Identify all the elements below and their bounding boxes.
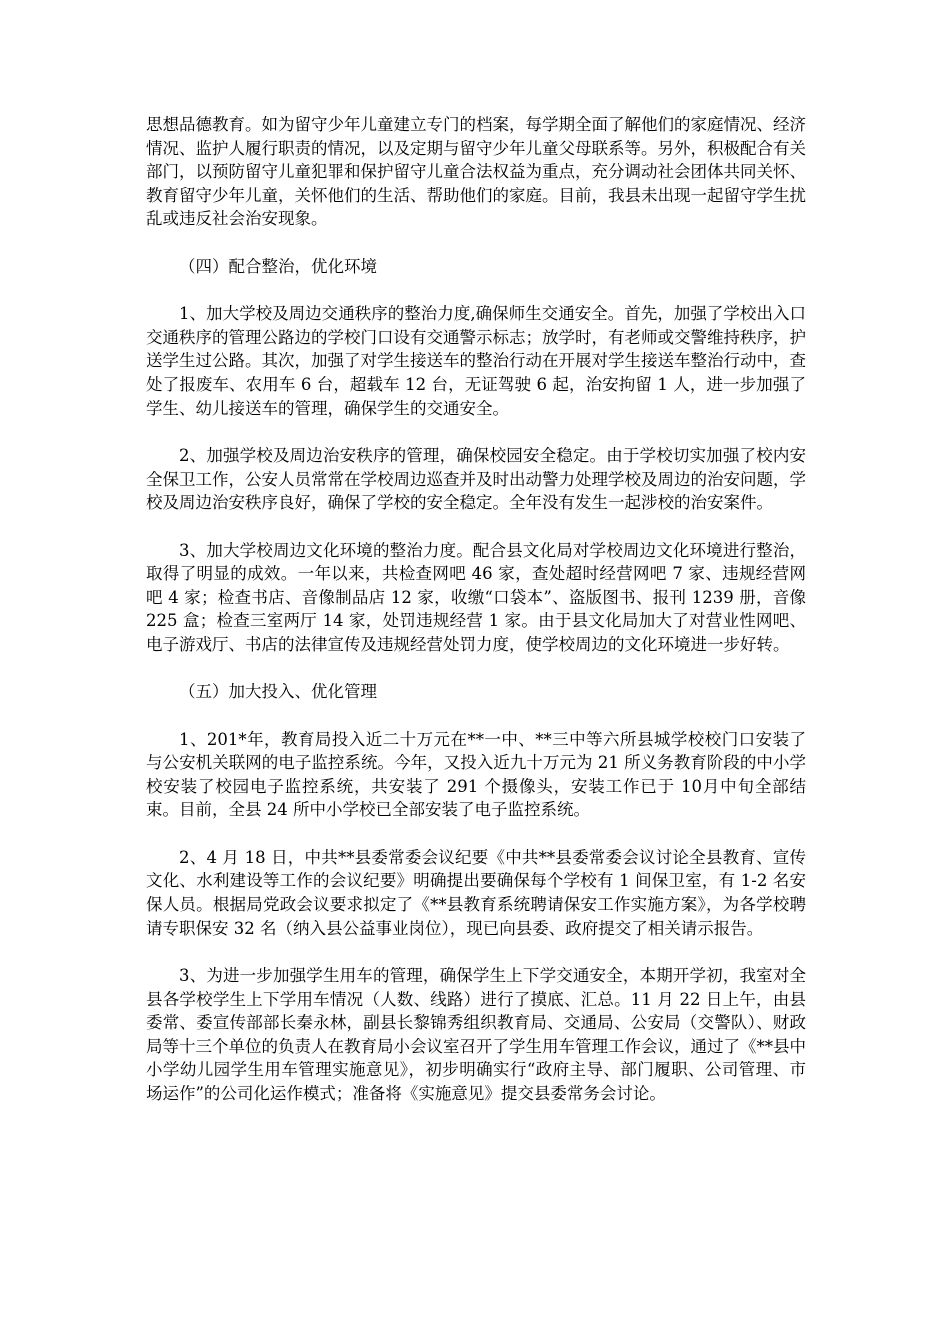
paragraph-traffic-order: 1、加大学校及周边交通秩序的整治力度,确保师生交通安全。首先，加强了学校出入口交通秩序的管理公路边的学校门口设有交通警示标志；放学时，有老师或交警维持秩序，护送学生过公路。其次，加强了对学生接送车的整治行动在开展对学生接送车整治行动中，查处了报废车、农用车 6 台，超载车 12 台，无证驾驶 6 起，治安拘留 1 人，进一步加强了学生、幼儿接送车的管理，确保学生的交通安全。	[146, 304, 806, 418]
paragraph-security-staff: 2、4 月 18 日，中共**县委常委会议纪要《中共**县委常委会议讨论全县教育、宣传文化、水利建设等工作的会议纪要》明确提出要确保每个学校有 1 间保卫室，有 1-2 名安保人员。根据局党政会议要求拟定了《**县教育系统聘请保安工作实施方案》，为各学校聘请专职保安 32 名（纳入县公益事业岗位），现已向县委、政府提交了相关请示报告。	[146, 847, 806, 938]
paragraph-monitoring-system: 1、201*年，教育局投入近二十万元在**一中、**三中等六所县城学校校门口安装了与公安机关联网的电子监控系统。今年，又投入近九十万元为 21 所义务教育阶段的中小学校安装了校园电子监控系统，共安装了 291 个摄像头，安装工作已于 10月中旬全部结束。目前，全县 24 所中小学校已全部安装了电子监控系统。	[146, 729, 806, 820]
paragraph-student-vehicles: 3、为进一步加强学生用车的管理，确保学生上下学交通安全，本期开学初，我室对全县各学校学生上下学用车情况（人数、线路）进行了摸底、汇总。11 月 22 日上午，由县委常、委宣传部部长秦永林，副县长黎锦秀组织教育局、交通局、公安局（交警队）、财政局等十三个单位的负责人在教育局小会议室召开了学生用车管理工作会议，通过了《**县中小学幼儿园学生用车管理实施意见》，初步明确实行“政府主导、部门履职、公司管理、市场运作”的公司化运作模式；准备将《实施意见》提交县委常务会讨论。	[146, 966, 806, 1103]
paragraph-cultural-environment: 3、加大学校周边文化环境的整治力度。配合县文化局对学校周边文化环境进行整治，取得了明显的成效。一年以来，共检查网吧 46 家，查处超时经营网吧 7 家、违规经营网吧 4 家；检查书店、音像制品店 12 家，收缴“口袋本”、盗版图书、报刊 1239 册，音像 225 盒；检查三室两厅 14 家，处罚违规经营 1 家。由于县文化局加大了对营业性网吧、电子游戏厅、书店的法律宣传及违规经营处罚力度，使学校周边的文化环境进一步好转。	[146, 540, 806, 654]
document-page	[146, 113, 806, 1129]
section-heading-4: （四）配合整治，优化环境	[179, 256, 377, 276]
paragraph-moral-education: 思想品德教育。如为留守少年儿童建立专门的档案，每学期全面了解他们的家庭情况、经济情况、监护人履行职责的情况，以及定期与留守少年儿童父母联系等。另外，积极配合有关部门，以预防留守儿童犯罪和保护留守儿童合法权益为重点，充分调动社会团体共同关怀、教育留守少年儿童，关怀他们的生活、帮助他们的家庭。目前，我县未出现一起留守学生扰乱或违反社会治安现象。	[146, 115, 806, 229]
paragraph-public-security: 2、加强学校及周边治安秩序的管理，确保校园安全稳定。由于学校切实加强了校内安全保卫工作，公安人员常常在学校周边巡查并及时出动警力处理学校及周边的治安问题，学校及周边治安秩序良好，确保了学校的安全稳定。全年没有发生一起涉校的治安案件。	[146, 445, 806, 513]
section-heading-5: （五）加大投入、优化管理	[179, 682, 377, 702]
